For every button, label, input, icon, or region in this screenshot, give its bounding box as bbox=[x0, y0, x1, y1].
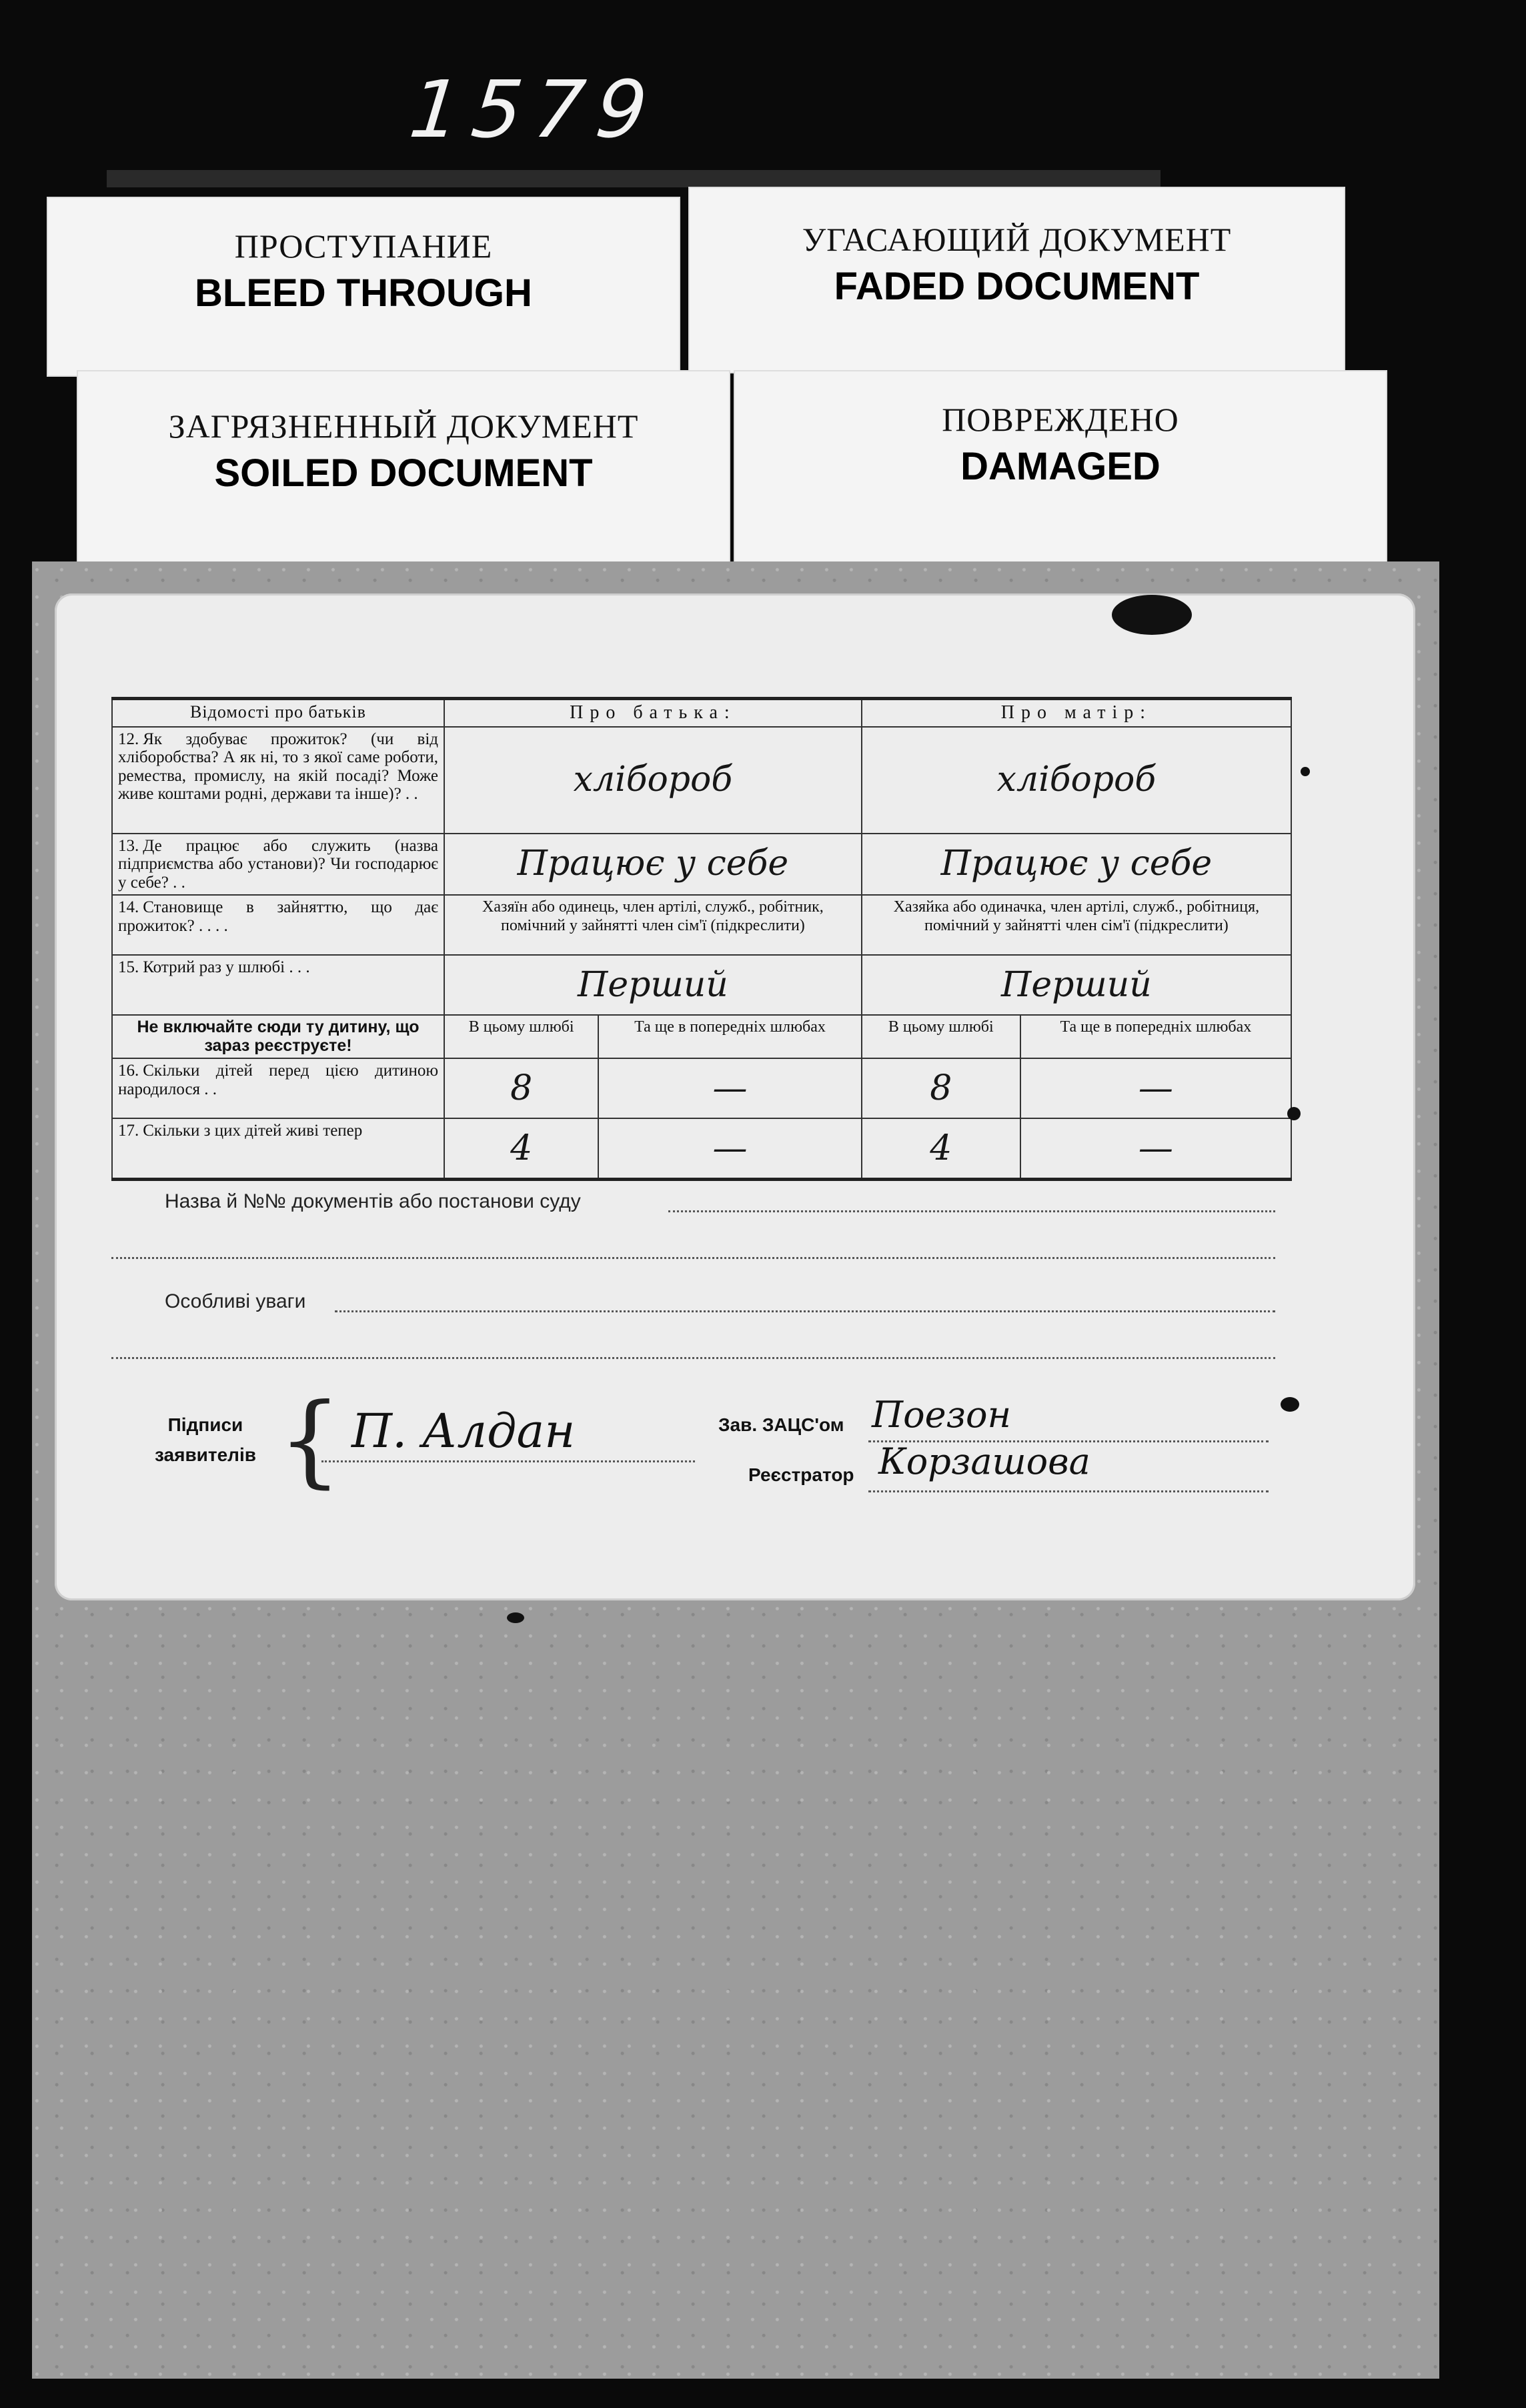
header-info: Відомості про батьків bbox=[112, 699, 444, 727]
applicant-signature-line bbox=[321, 1460, 695, 1462]
documents-line bbox=[668, 1210, 1275, 1212]
table-subheader-row bbox=[112, 1015, 1291, 1058]
mother-workplace: Працює у себе bbox=[862, 834, 1291, 896]
table-row bbox=[112, 955, 1291, 1015]
head-label: Зав. ЗАЦС'ом bbox=[718, 1414, 844, 1435]
brace-icon: { bbox=[278, 1382, 342, 1498]
question-14: 14. Становище в зайняттю, що дає прожиток? . . . . bbox=[112, 895, 444, 955]
faded-document-label-card bbox=[688, 187, 1345, 373]
label-ru: ПОВРЕЖДЕНО bbox=[942, 401, 1179, 438]
question-12: 12. Як здобуває прожиток? (чи від хліборобства? А як ні, то з якої саме роботи, ремества, промислу, на якій посаді? Може живе коштами родні, держави та інше)? . . bbox=[112, 727, 444, 834]
bleed-through-label-card bbox=[47, 197, 680, 377]
father-children-alive: 4 bbox=[444, 1118, 598, 1180]
table-header-row bbox=[112, 699, 1291, 727]
label-en: SOILED DOCUMENT bbox=[214, 451, 593, 495]
label-en: BLEED THROUGH bbox=[195, 271, 532, 315]
label-ru: УГАСАЮЩИЙ ДОКУМЕНТ bbox=[802, 221, 1232, 258]
registration-form-card bbox=[55, 593, 1415, 1600]
label-en: FADED DOCUMENT bbox=[834, 265, 1200, 308]
parents-info-table bbox=[111, 697, 1292, 1181]
mother-occupation: хлібороб bbox=[862, 727, 1291, 834]
ink-spot bbox=[1301, 767, 1310, 776]
question-16: 16. Скільки дітей перед цією дитиною народилося . . bbox=[112, 1058, 444, 1118]
exclude-note: Не включайте сюди ту дитину, що зараз реєструєте! bbox=[112, 1015, 444, 1058]
soiled-document-label-card bbox=[77, 370, 730, 563]
damaged-label-card bbox=[734, 370, 1387, 563]
table-row bbox=[112, 727, 1291, 834]
documents-label: Назва й №№ документів або постанови суду bbox=[165, 1190, 581, 1212]
label-en: DAMAGED bbox=[960, 445, 1161, 488]
mother-children-born: 8 bbox=[862, 1058, 1020, 1118]
question-15: 15. Котрий раз у шлюбі . . . bbox=[112, 955, 444, 1015]
applicant-signature: П. Алдан bbox=[351, 1404, 576, 1458]
question-17: 17. Скільки з цих дітей живі тепер bbox=[112, 1118, 444, 1180]
applicants-signature-label: Підписи заявителів bbox=[155, 1414, 256, 1465]
father-workplace: Працює у себе bbox=[444, 834, 862, 896]
mother-status-options: Хазяйка або одиначка, член артілі, служб., робітниця, помічний у зайнятті член сім'ї (підкреслити) bbox=[862, 895, 1291, 955]
notes-line bbox=[335, 1310, 1275, 1312]
father-marriage-count: Перший bbox=[444, 955, 862, 1015]
question-13: 13. Де працює або служить (назва підприємства або установи)? Чи господарює у себе? . . bbox=[112, 834, 444, 896]
table-row bbox=[112, 895, 1291, 955]
father-children-alive-prev: — bbox=[598, 1118, 861, 1180]
documents-line-2 bbox=[111, 1257, 1275, 1259]
form-body bbox=[111, 697, 1292, 1181]
mother-children-alive: 4 bbox=[862, 1118, 1020, 1180]
header-mother: Про матір: bbox=[862, 699, 1291, 727]
father-status-options: Хазяїн або одинець, член артілі, служб., робітник, помічний у зайнятті член сім'ї (підкреслити) bbox=[444, 895, 862, 955]
mother-this-marriage-header: В цьому шлюбі bbox=[862, 1015, 1020, 1058]
father-previous-header: Та ще в попередніх шлюбах bbox=[598, 1015, 861, 1058]
ink-spot bbox=[1287, 1107, 1301, 1120]
father-occupation: хлібороб bbox=[444, 727, 862, 834]
notes-label: Особливі уваги bbox=[165, 1290, 306, 1312]
header-father: Про батька: bbox=[444, 699, 862, 727]
ink-blot bbox=[1112, 595, 1192, 635]
mother-children-alive-prev: — bbox=[1020, 1118, 1291, 1180]
label-ru: ПРОСТУПАНИЕ bbox=[234, 227, 493, 265]
registrar-signature: Корзашова bbox=[878, 1440, 1090, 1482]
table-row bbox=[112, 1058, 1291, 1118]
ink-spot bbox=[507, 1612, 524, 1623]
top-strip bbox=[107, 170, 1161, 187]
father-this-marriage-header: В цьому шлюбі bbox=[444, 1015, 598, 1058]
registrar-signature-line bbox=[868, 1490, 1269, 1492]
father-children-born-prev: — bbox=[598, 1058, 861, 1118]
frame-number: 1579 bbox=[405, 63, 664, 155]
notes-line-2 bbox=[111, 1357, 1275, 1359]
registrar-label: Реєстратор bbox=[748, 1464, 854, 1485]
mother-previous-header: Та ще в попередніх шлюбах bbox=[1020, 1015, 1291, 1058]
mother-marriage-count: Перший bbox=[862, 955, 1291, 1015]
ink-spot bbox=[1281, 1397, 1299, 1412]
table-row bbox=[112, 1118, 1291, 1180]
mother-children-born-prev: — bbox=[1020, 1058, 1291, 1118]
head-signature: Поезон bbox=[872, 1394, 1012, 1436]
table-row bbox=[112, 834, 1291, 896]
label-ru: ЗАГРЯЗНЕННЫЙ ДОКУМЕНТ bbox=[168, 407, 639, 445]
father-children-born: 8 bbox=[444, 1058, 598, 1118]
